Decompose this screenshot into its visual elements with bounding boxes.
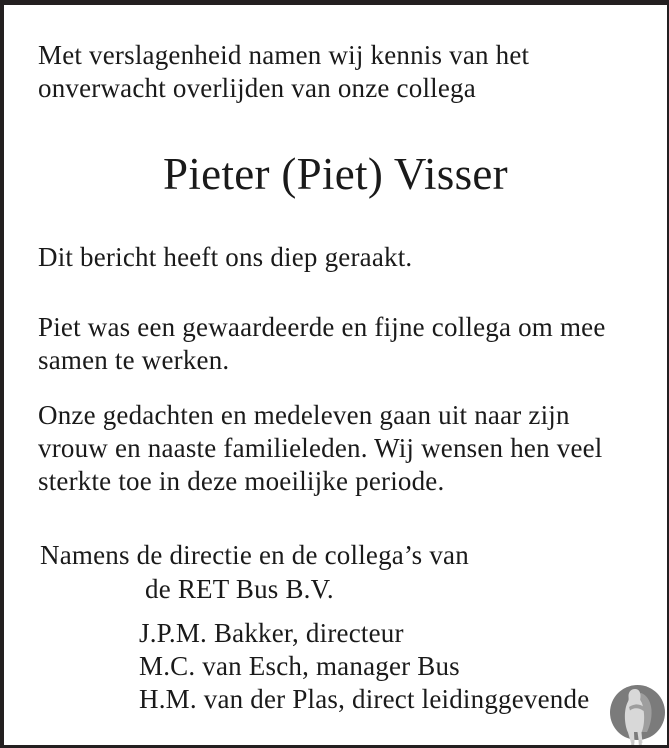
paragraph-line: vrouw en naaste familieleden. Wij wensen hen veel <box>38 433 603 463</box>
paragraph-appreciation <box>38 311 606 377</box>
memorial-publisher-logo <box>608 685 667 748</box>
intro-paragraph <box>38 39 529 105</box>
closing-on-behalf: Namens de directie en de collega’s van <box>40 540 469 570</box>
paragraph-line: Dit bericht heeft ons diep geraakt. <box>38 242 413 272</box>
embracing-figures-icon <box>608 685 667 748</box>
logo-figure-legs <box>631 740 642 748</box>
signatory: M.C. van Esch, manager Bus <box>139 651 460 681</box>
paragraph-line: sterkte toe in deze moeilijke periode. <box>38 466 445 496</box>
intro-line-2: onverwacht overlijden van onze collega <box>38 73 476 103</box>
paragraph-line: samen te werken. <box>38 345 230 375</box>
paragraph-line: Onze gedachten en medeleven gaan uit naar zijn <box>38 400 570 430</box>
closing-company: de RET Bus B.V. <box>145 574 334 604</box>
paragraph-sympathy <box>38 399 603 498</box>
signatory: J.P.M. Bakker, directeur <box>139 618 404 648</box>
deceased-name: Pieter (Piet) Visser <box>163 149 508 199</box>
paragraph-line: Piet was een gewaardeerde en fijne collega om mee <box>38 312 606 342</box>
intro-line-1: Met verslagenheid namen wij kennis van het <box>38 40 530 70</box>
signature-block <box>139 617 589 716</box>
signatory: H.M. van der Plas, direct leidinggevende <box>139 684 590 714</box>
paragraph-condolence <box>38 241 412 274</box>
